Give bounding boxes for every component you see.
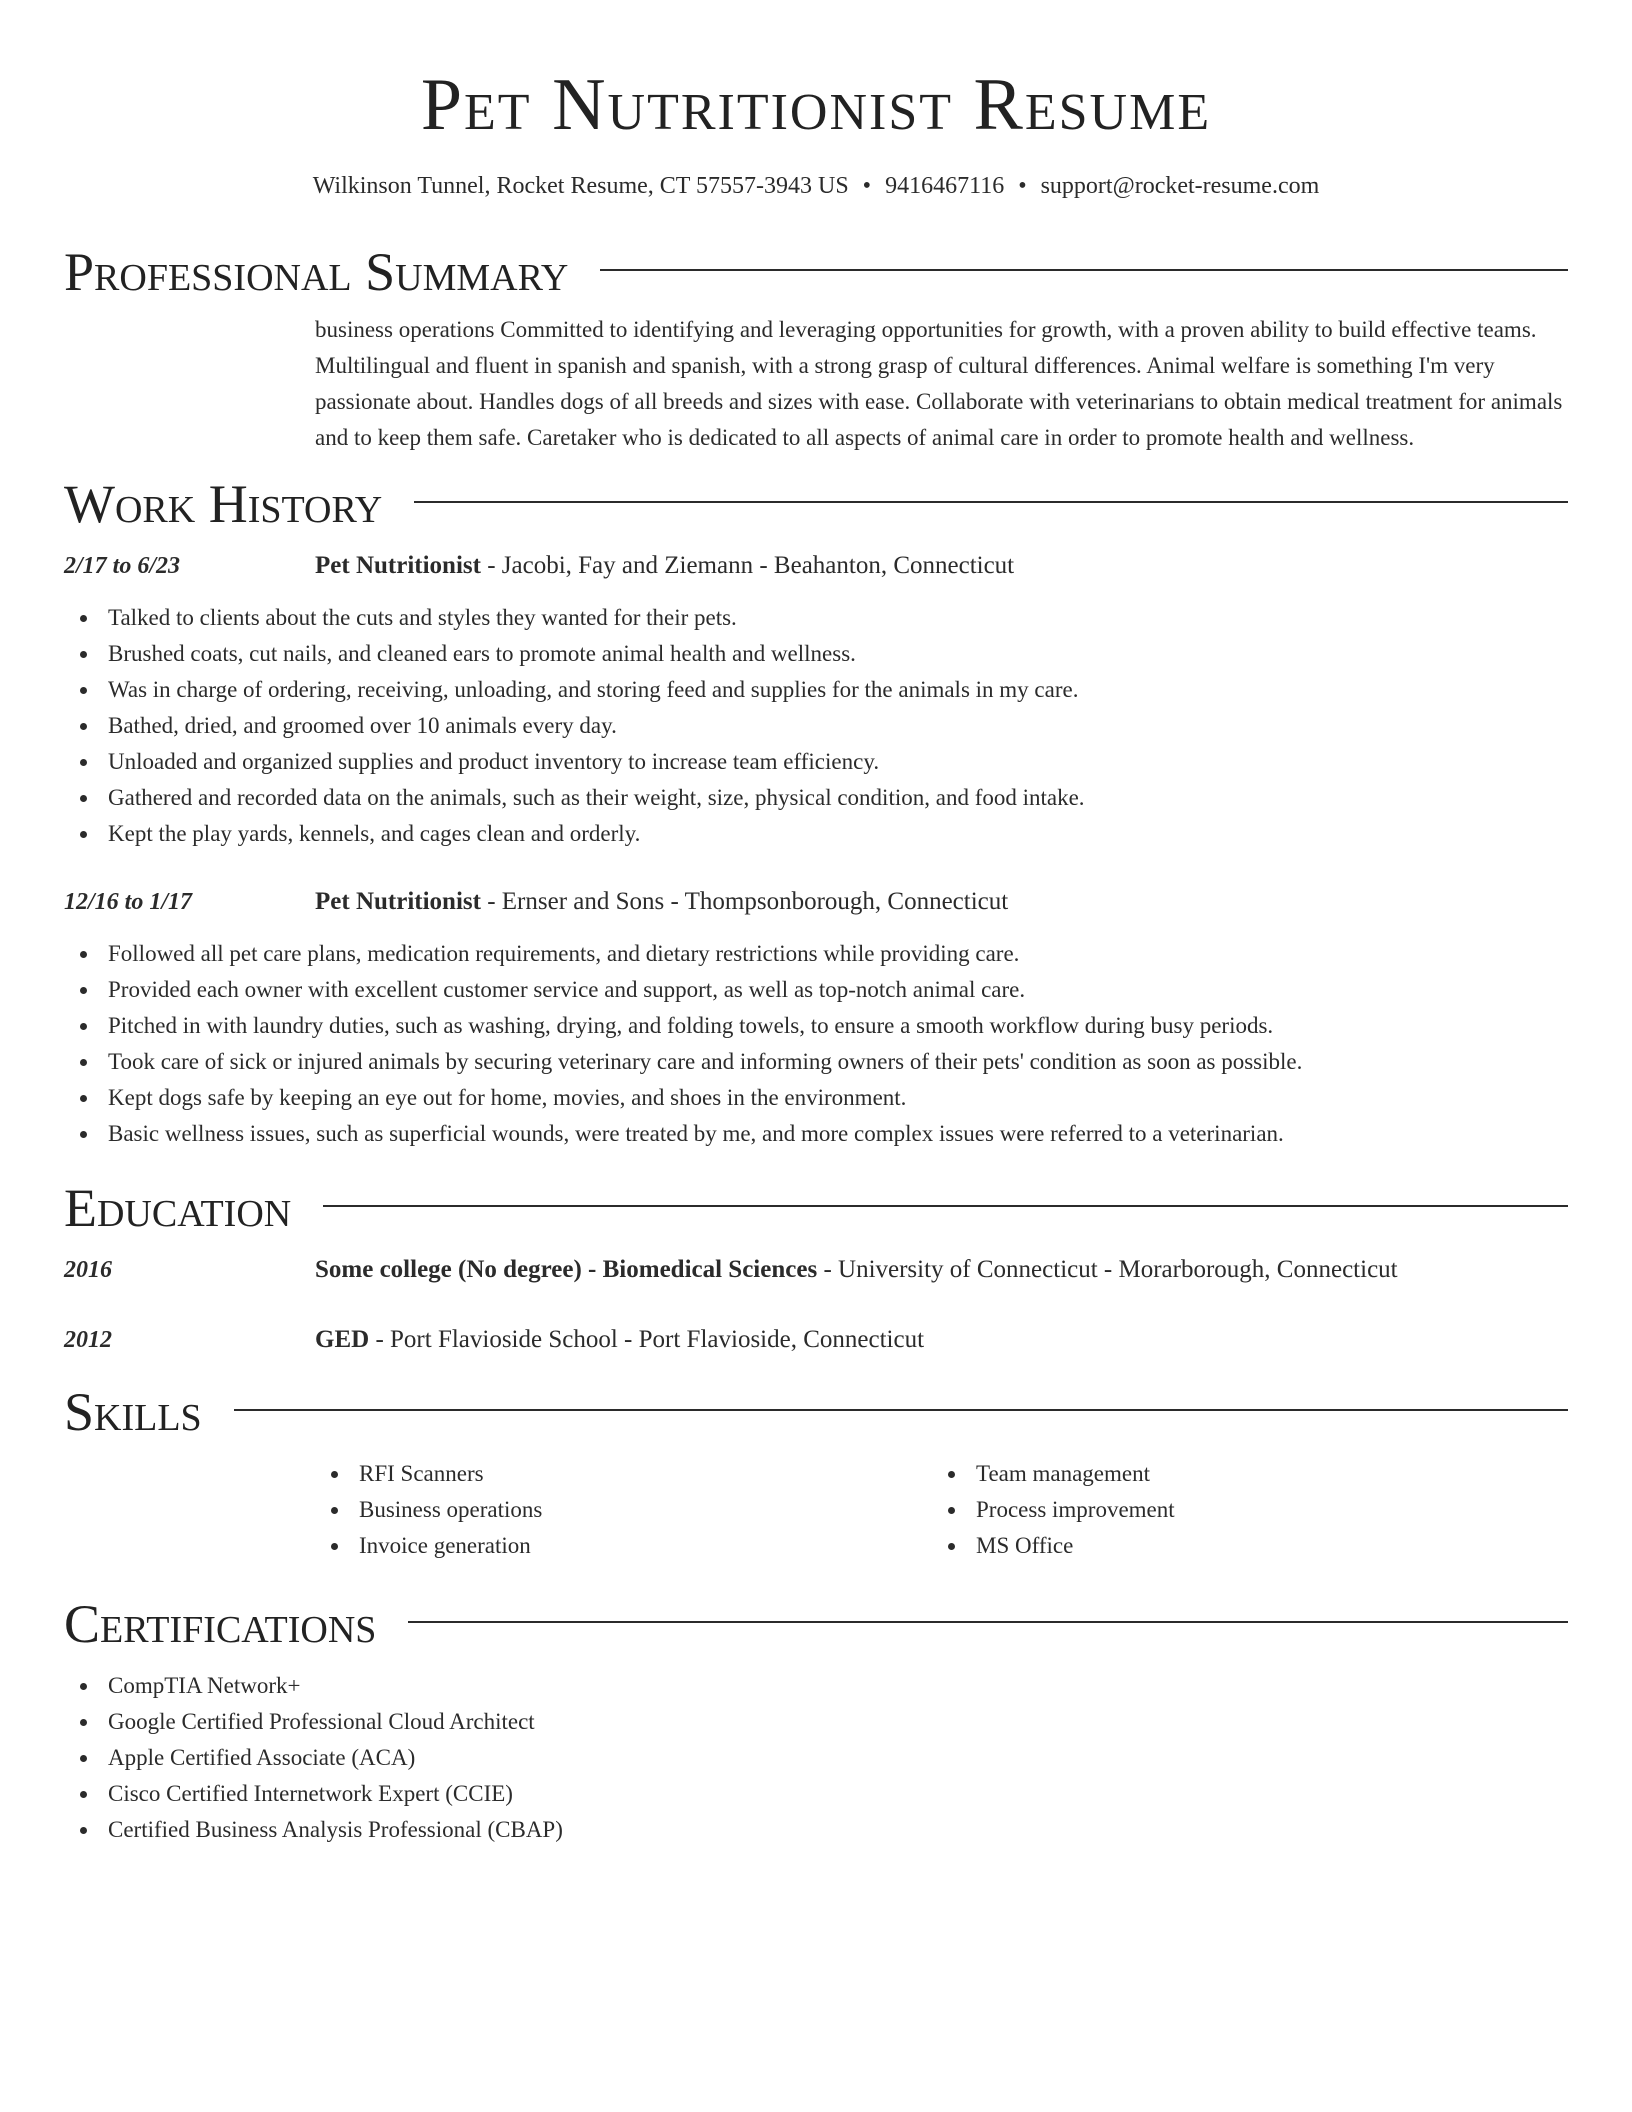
contact-email: support@rocket-resume.com bbox=[1040, 173, 1320, 199]
job-bullets bbox=[64, 936, 1568, 1152]
skills-section-header bbox=[64, 1380, 1568, 1444]
section-divider bbox=[323, 1205, 1568, 1207]
education-degree: Some college (No degree) - Biomedical Sciences bbox=[315, 1256, 818, 1283]
contact-separator: • bbox=[1018, 173, 1027, 199]
skills-column-right bbox=[932, 1456, 1549, 1564]
certification-item: Certified Business Analysis Professional (CBAP) bbox=[64, 1812, 1568, 1848]
job-header bbox=[64, 884, 1568, 920]
education-section-title: Education bbox=[64, 1178, 292, 1238]
job-bullet: Followed all pet care plans, medication requirements, and dietary restrictions while providing care. bbox=[64, 936, 1568, 972]
summary-section-header bbox=[64, 240, 1568, 304]
job-bullets bbox=[64, 600, 1568, 852]
skills-section-title: Skills bbox=[64, 1382, 202, 1442]
job-details: - Ernser and Sons - Thompsonborough, Connecticut bbox=[480, 888, 1009, 915]
resume-page bbox=[64, 0, 1568, 1848]
job-dates: 2/17 to 6/23 bbox=[64, 553, 181, 579]
section-divider bbox=[600, 269, 1568, 271]
job-role: Pet Nutritionist bbox=[315, 552, 481, 579]
contact-line bbox=[64, 170, 1568, 202]
job-bullet: Bathed, dried, and groomed over 10 animals every day. bbox=[64, 708, 1568, 744]
certification-item: Apple Certified Associate (ACA) bbox=[64, 1740, 1568, 1776]
section-divider bbox=[234, 1409, 1568, 1411]
education-degree: GED bbox=[315, 1326, 370, 1353]
skill-item: Process improvement bbox=[932, 1492, 1549, 1528]
skills-grid bbox=[315, 1456, 1568, 1564]
job-bullet: Brushed coats, cut nails, and cleaned ears to promote animal health and wellness. bbox=[64, 636, 1568, 672]
education-details: - Port Flavioside School - Port Flavioside, Connecticut bbox=[369, 1326, 925, 1353]
work-section-header bbox=[64, 472, 1568, 536]
skill-item: Business operations bbox=[315, 1492, 932, 1528]
job-entry bbox=[64, 548, 1568, 852]
certification-item: Google Certified Professional Cloud Architect bbox=[64, 1704, 1568, 1740]
resume-title: Pet Nutritionist Resume bbox=[420, 64, 1212, 146]
job-bullet: Kept dogs safe by keeping an eye out for home, movies, and shoes in the environment. bbox=[64, 1080, 1568, 1116]
job-header bbox=[64, 548, 1568, 584]
job-entry bbox=[64, 884, 1568, 1152]
job-role: Pet Nutritionist bbox=[315, 888, 481, 915]
contact-phone: 9416467116 bbox=[885, 173, 1005, 199]
summary-section-title: Professional Summary bbox=[64, 242, 569, 302]
work-section-title: Work History bbox=[64, 474, 383, 534]
skill-item: RFI Scanners bbox=[315, 1456, 932, 1492]
certification-item: Cisco Certified Internetwork Expert (CCIE) bbox=[64, 1776, 1568, 1812]
certifications-list bbox=[64, 1668, 1568, 1848]
contact-separator: • bbox=[862, 173, 872, 199]
education-details: - University of Connecticut - Morarborough, Connecticut bbox=[817, 1256, 1398, 1283]
job-bullet: Unloaded and organized supplies and product inventory to increase team efficiency. bbox=[64, 744, 1568, 780]
job-details: - Jacobi, Fay and Ziemann - Beahanton, Connecticut bbox=[480, 552, 1015, 579]
job-bullet: Basic wellness issues, such as superficial wounds, were treated by me, and more complex issues were referred to a veterinarian. bbox=[64, 1116, 1568, 1152]
job-bullet: Pitched in with laundry duties, such as washing, drying, and folding towels, to ensure a smooth workflow during busy periods. bbox=[64, 1008, 1568, 1044]
section-divider bbox=[414, 501, 1568, 503]
skills-column-left bbox=[315, 1456, 932, 1564]
skill-item: Invoice generation bbox=[315, 1528, 932, 1564]
job-dates: 12/16 to 1/17 bbox=[64, 889, 193, 915]
job-bullet: Talked to clients about the cuts and styles they wanted for their pets. bbox=[64, 600, 1568, 636]
certifications-section-header bbox=[64, 1592, 1568, 1656]
skill-item: Team management bbox=[932, 1456, 1549, 1492]
education-year: 2016 bbox=[64, 1257, 112, 1283]
education-year: 2012 bbox=[64, 1327, 112, 1353]
education-entry bbox=[64, 1252, 1568, 1288]
section-divider bbox=[408, 1621, 1568, 1623]
job-bullet: Kept the play yards, kennels, and cages clean and orderly. bbox=[64, 816, 1568, 852]
education-section-header bbox=[64, 1176, 1568, 1240]
summary-text: business operations Committed to identifying and leveraging opportunities for growth, with a proven ability to build effective teams. Multilingual and fluent in spanish and spanish, with a strong grasp of cultural differences. Animal welfare is something I'm very passionate about. Handles dogs of all breeds and sizes with ease. Collaborate with veterinarians to obtain medical treatment for animals and to keep them safe. Caretaker who is dedicated to all aspects of animal care in order to promote health and wellness. bbox=[315, 317, 1563, 450]
job-bullet: Was in charge of ordering, receiving, unloading, and storing feed and supplies for the animals in my care. bbox=[64, 672, 1568, 708]
job-bullet: Provided each owner with excellent customer service and support, as well as top-notch animal care. bbox=[64, 972, 1568, 1008]
job-bullet: Gathered and recorded data on the animals, such as their weight, size, physical condition, and food intake. bbox=[64, 780, 1568, 816]
certifications-section-title: Certifications bbox=[64, 1594, 377, 1654]
skill-item: MS Office bbox=[932, 1528, 1549, 1564]
job-bullet: Took care of sick or injured animals by securing veterinary care and informing owners of their pets' condition as soon as possible. bbox=[64, 1044, 1568, 1080]
education-entry bbox=[64, 1322, 1568, 1358]
contact-address: Wilkinson Tunnel, Rocket Resume, CT 57557-3943 US bbox=[312, 173, 849, 199]
certification-item: CompTIA Network+ bbox=[64, 1668, 1568, 1704]
